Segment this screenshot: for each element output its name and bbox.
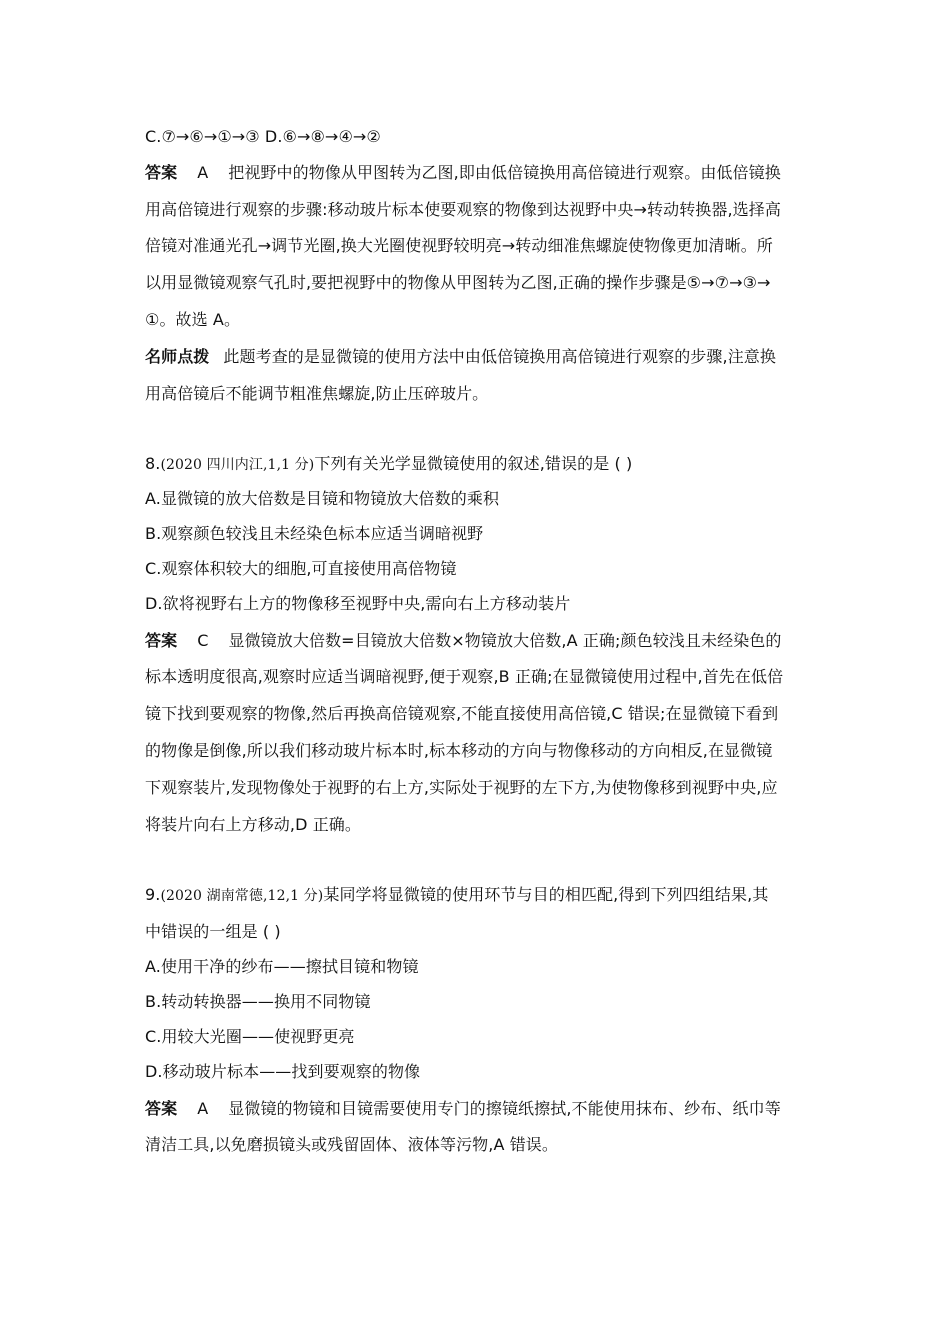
q7-tip-label: 名师点拨 — [145, 347, 210, 366]
q8-explanation-line: 的物像是倒像,所以我们移动玻片标本时,标本移动的方向与物像移动的方向相反,在显微镜 — [145, 741, 773, 760]
q9-answer-label: 答案 — [145, 1099, 178, 1118]
q8-answer-line-1 — [145, 631, 810, 651]
q9-answer-letter: A — [197, 1099, 209, 1118]
q7-explanation-line: 倍镜对准通光孔→调节光圈,换大光圈使视野较明亮→转动细准焦螺旋使物像更加清晰。所 — [145, 236, 773, 255]
q9-option-d: D.移动玻片标本——找到要观察的物像 — [145, 1062, 421, 1081]
q9-source: (2020 湖南常德,12,1 分) — [160, 888, 324, 904]
q9-explanation-line: 清洁工具,以免磨损镜头或残留固体、液体等污物,A 错误。 — [145, 1135, 559, 1154]
q7-explanation-line: 以用显微镜观察气孔时,要把视野中的物像从甲图转为乙图,正确的操作步骤是⑤→⑦→③→ — [145, 273, 771, 292]
q8-explanation-line: 镜下找到要观察的物像,然后再换高倍镜观察,不能直接使用高倍镜,C 错误;在显微镜下看到 — [145, 704, 779, 723]
q9-option-c: C.用较大光圈——使视野更亮 — [145, 1027, 355, 1046]
q8-answer-letter: C — [197, 631, 209, 650]
q8-explanation-text: 显微镜放大倍数=目镜放大倍数×物镜放大倍数,A 正确;颜色较浅且未经染色的 — [228, 631, 782, 650]
q7-tip-line: 用高倍镜后不能调节粗准焦螺旋,防止压碎玻片。 — [145, 384, 489, 403]
q8-explanation-line: 下观察装片,发现物像处于视野的右上方,实际处于视野的左下方,为使物像移到视野中央,应 — [145, 778, 778, 797]
q7-answer-label: 答案 — [145, 163, 178, 182]
q8-option-c: C.观察体积较大的细胞,可直接使用高倍物镜 — [145, 559, 457, 578]
q9-stem-text: 某同学将显微镜的使用环节与目的相匹配,得到下列四组结果,其 — [323, 885, 769, 904]
q9-option-a: A.使用干净的纱布——擦拭目镜和物镜 — [145, 957, 419, 976]
q7-answer-line-1 — [145, 163, 810, 183]
q8-source: (2020 四川内江,1,1 分) — [160, 457, 315, 473]
q8-number: 8. — [145, 454, 161, 473]
q9-stem-line-2: 中错误的一组是 ( ) — [145, 922, 281, 941]
q8-answer-label: 答案 — [145, 631, 178, 650]
q8-stem-text: 下列有关光学显微镜使用的叙述,错误的是 ( ) — [314, 454, 633, 473]
q7-tip-text: 此题考查的是显微镜的使用方法中由低倍镜换用高倍镜进行观察的步骤,注意换 — [223, 347, 776, 366]
q9-number: 9. — [145, 885, 161, 904]
q8-option-b: B.观察颜色较浅且未经染色标本应适当调暗视野 — [145, 524, 484, 543]
q8-option-a: A.显微镜的放大倍数是目镜和物镜放大倍数的乘积 — [145, 489, 500, 508]
q8-explanation-line: 将装片向右上方移动,D 正确。 — [145, 815, 361, 834]
q8-option-d: D.欲将视野右上方的物像移至视野中央,需向右上方移动装片 — [145, 594, 571, 613]
q9-answer-line-1 — [145, 1099, 810, 1119]
q9-explanation-text: 显微镜的物镜和目镜需要使用专门的擦镜纸擦拭,不能使用抹布、纱布、纸巾等 — [228, 1099, 781, 1118]
q7-explanation-line: ①。故选 A。 — [145, 310, 241, 329]
q7-explanation-text: 把视野中的物像从甲图转为乙图,即由低倍镜换用高倍镜进行观察。由低倍镜换 — [228, 163, 781, 182]
q8-explanation-line: 标本透明度很高,观察时应适当调暗视野,便于观察,B 正确;在显微镜使用过程中,首先在低倍 — [145, 667, 784, 686]
q9-stem — [145, 885, 810, 906]
q7-tip-line-1 — [145, 347, 810, 367]
q7-options-line: C.⑦→⑥→①→③ D.⑥→⑧→④→② — [145, 127, 381, 146]
q9-option-b: B.转动转换器——换用不同物镜 — [145, 992, 371, 1011]
q7-answer-letter: A — [197, 163, 209, 182]
q7-explanation-line: 用高倍镜进行观察的步骤:移动玻片标本使要观察的物像到达视野中央→转动转换器,选择高 — [145, 200, 781, 219]
q8-stem — [145, 454, 810, 475]
